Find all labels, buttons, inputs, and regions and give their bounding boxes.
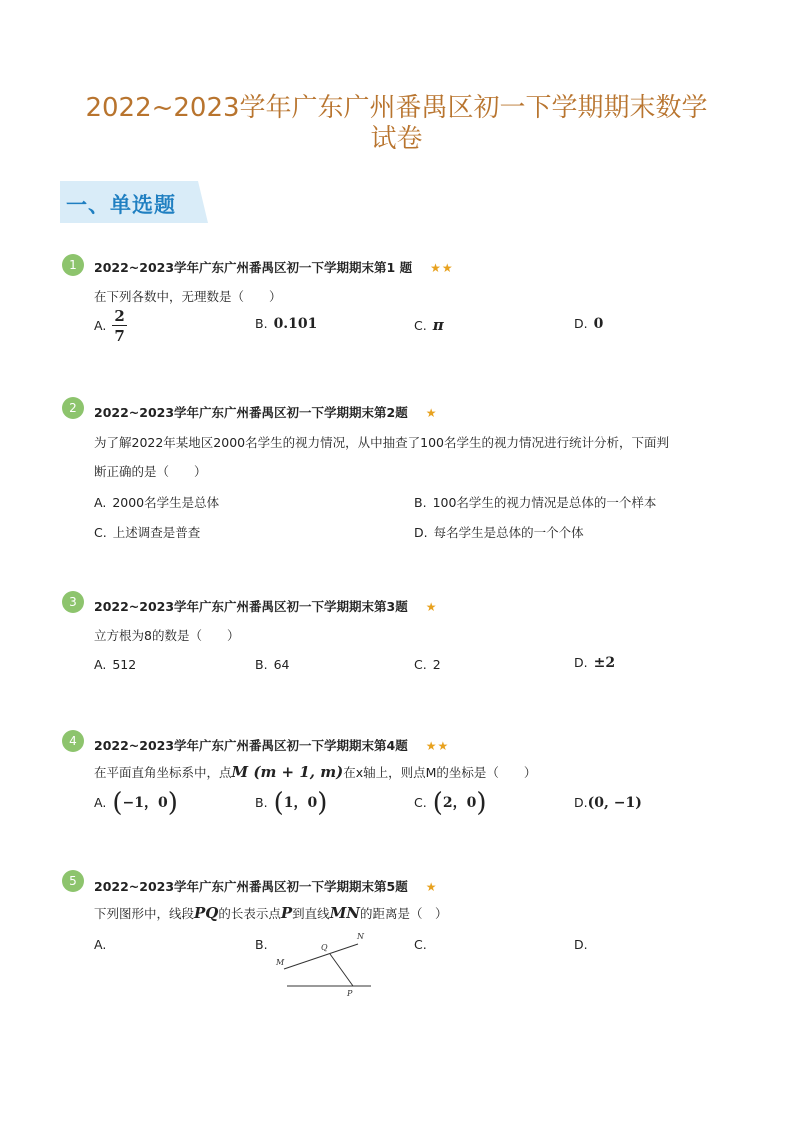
label-m: M: [276, 958, 285, 967]
question-number-badge: 1: [62, 254, 84, 276]
question-header: [94, 597, 438, 615]
option-b[interactable]: [255, 937, 268, 952]
question-source: 2022~2023学年广东广州番禺区初一下学期期末第2题: [94, 405, 408, 420]
question-number-badge: 3: [62, 591, 84, 613]
option-d[interactable]: [574, 937, 588, 952]
question-text-continued: 断正确的是（ ）: [94, 464, 207, 479]
question-number-badge: 4: [62, 730, 84, 752]
option-b[interactable]: [255, 657, 289, 672]
option-label: A.: [94, 495, 107, 510]
option-label: B.: [255, 316, 268, 331]
difficulty-stars: ★★: [425, 739, 450, 753]
option-label: D.: [574, 937, 588, 952]
option-d[interactable]: [574, 655, 615, 671]
document-title-line2: 试卷: [370, 124, 423, 154]
option-a[interactable]: [94, 657, 136, 672]
math-expression: M (m + 1, m): [231, 763, 344, 781]
question-text: 下列图形中，线段PQ的长表示点P到直线MN的距离是（ ）: [94, 904, 448, 922]
option-a[interactable]: A. (−1，0): [94, 788, 178, 818]
option-value: 100名学生的视力情况是总体的一个样本: [432, 495, 657, 510]
option-value: (0, −1): [587, 795, 642, 811]
option-label: D.: [574, 795, 588, 810]
math-p: P: [280, 904, 293, 922]
option-label: A.: [94, 937, 107, 952]
option-value: 上述调查是普查: [112, 525, 201, 540]
math-mn: MN: [329, 904, 361, 922]
question-number-badge: 2: [62, 397, 84, 419]
question-text: 立方根为8的数是（ ）: [94, 628, 240, 643]
difficulty-stars: ★: [425, 600, 438, 614]
question-source: 2022~2023学年广东广州番禺区初一下学期期末第3题: [94, 599, 408, 614]
option-d[interactable]: [574, 316, 603, 332]
question-header: [94, 403, 438, 421]
option-value: 2000名学生是总体: [112, 495, 220, 510]
option-b[interactable]: B. (1，0): [255, 788, 328, 818]
option-c[interactable]: [414, 316, 444, 334]
question-source: 2022~2023学年广东广州番禺区初一下学期期末第1 题: [94, 260, 413, 275]
option-c[interactable]: C. (2，0): [414, 788, 487, 818]
option-label: C.: [414, 795, 427, 810]
math-pq: PQ: [194, 904, 219, 922]
difficulty-stars: ★: [425, 880, 438, 894]
option-label: B.: [414, 495, 427, 510]
question-text: 在平面直角坐标系中，点M (m + 1, m)在x轴上，则点M的坐标是（ ）: [94, 763, 537, 781]
option-b[interactable]: [255, 316, 317, 332]
option-label: A.: [94, 795, 107, 810]
label-n: N: [357, 932, 364, 941]
question-source: 2022~2023学年广东广州番禺区初一下学期期末第5题: [94, 879, 408, 894]
option-b[interactable]: [414, 493, 656, 511]
label-q: Q: [321, 943, 328, 952]
question-text: 为了解2022年某地区2000名学生的视力情况，从中抽查了100名学生的视力情况进行统计分析，下面判: [94, 435, 669, 450]
option-value: −1，0: [122, 795, 168, 811]
question-number-badge: 5: [62, 870, 84, 892]
option-label: C.: [414, 937, 427, 952]
option-label: B.: [255, 657, 268, 672]
difficulty-stars: ★: [425, 406, 438, 420]
section-heading: 一、单选题: [66, 193, 176, 217]
option-value: 512: [112, 657, 137, 672]
question-source: 2022~2023学年广东广州番禺区初一下学期期末第4题: [94, 738, 408, 753]
option-label: D.: [414, 525, 428, 540]
option-label: A.: [94, 657, 107, 672]
option-label: C.: [414, 657, 427, 672]
option-label: C.: [414, 318, 427, 333]
option-label: D.: [574, 655, 588, 670]
option-c[interactable]: [414, 937, 427, 952]
option-value: ±2: [593, 655, 616, 671]
option-value: 64: [273, 657, 290, 672]
option-value: 0.101: [273, 316, 318, 332]
option-value: 每名学生是总体的一个个体: [433, 525, 584, 540]
option-a[interactable]: [94, 937, 106, 952]
option-value: 0: [593, 316, 604, 332]
option-label: B.: [255, 795, 268, 810]
option-value: 2，0: [442, 795, 477, 811]
segment-pq: [330, 954, 353, 986]
document-title-line1: 2022~2023学年广东广州番禺区初一下学期期末数学: [85, 93, 708, 123]
option-value: 1，0: [283, 795, 318, 811]
option-c[interactable]: [414, 657, 441, 672]
geometry-figure-option-b: [270, 928, 380, 1000]
option-value: π: [432, 316, 444, 334]
option-c[interactable]: [94, 523, 200, 541]
option-d[interactable]: [414, 523, 584, 541]
difficulty-stars: ★★: [430, 261, 454, 275]
question-header: [94, 258, 454, 276]
fraction-value: $\frac{2}{7}$: [114, 307, 125, 345]
option-label: B.: [255, 937, 268, 952]
option-label: C.: [94, 525, 107, 540]
label-p: P: [347, 989, 353, 998]
option-value: 2: [432, 657, 441, 672]
option-a[interactable]: [94, 307, 127, 346]
question-header: [94, 877, 438, 895]
option-label: A.: [94, 318, 107, 333]
option-label: D.: [574, 316, 588, 331]
question-header: [94, 736, 449, 754]
option-d[interactable]: [574, 795, 642, 811]
question-text: 在下列各数中，无理数是（ ）: [94, 289, 282, 304]
option-a[interactable]: [94, 493, 219, 511]
